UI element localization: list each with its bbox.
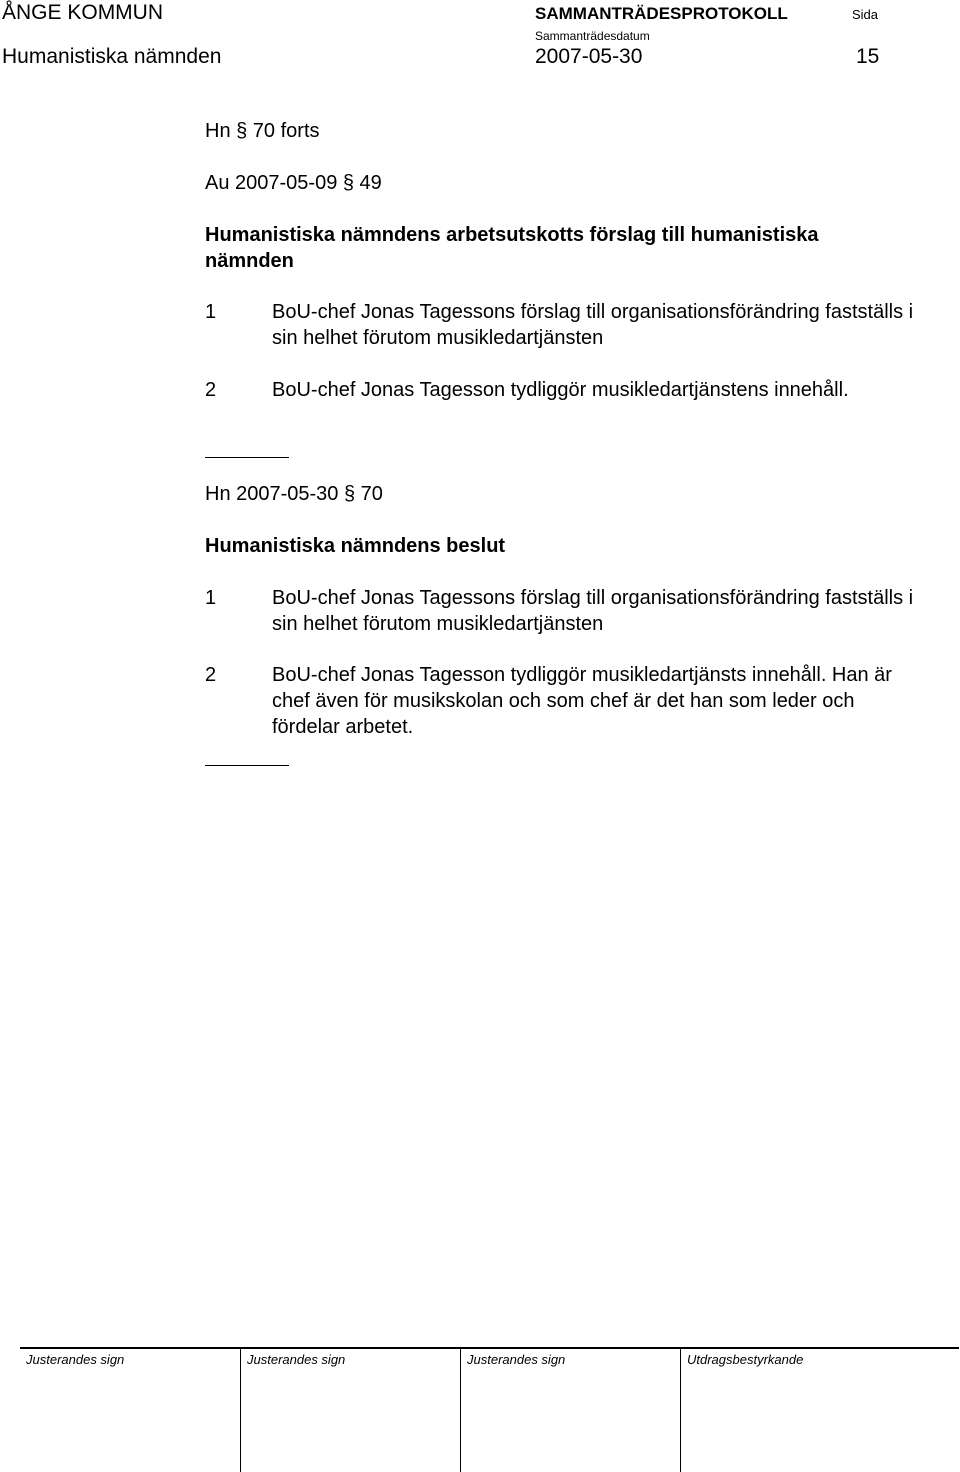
- divider: [205, 457, 289, 458]
- committee-name: Humanistiska nämnden: [2, 45, 222, 68]
- list-item: [205, 299, 925, 351]
- item-text: BoU-chef Jonas Tagesson tydliggör musikledartjänsts innehåll. Han är chef även för musikskolan och som chef är det han som leder och fördelar arbetet.: [272, 664, 892, 738]
- item-text: BoU-chef Jonas Tagessons förslag till organisationsförändring fastställs i sin helhet förutom musikledartjänsten: [272, 301, 914, 349]
- item-text: BoU-chef Jonas Tagesson tydliggör musikledartjänstens innehåll.: [272, 379, 849, 401]
- list-item: [205, 585, 925, 637]
- certification-box[interactable]: [681, 1349, 959, 1472]
- item-text: BoU-chef Jonas Tagessons förslag till organisationsförändring fastställs i sin helhet förutom musikledartjänsten: [272, 587, 914, 635]
- page-number: 15: [856, 45, 880, 68]
- proposal-heading: Humanistiska nämndens arbetsutskotts förslag till humanistiska nämnden: [205, 224, 819, 272]
- item-number: 2: [205, 664, 217, 686]
- decision-heading: Humanistiska nämndens beslut: [205, 535, 506, 557]
- au-ref: Au 2007-05-09 § 49: [205, 172, 382, 194]
- certification-label: Utdragsbestyrkande: [687, 1352, 804, 1367]
- item-number: 1: [205, 301, 217, 323]
- meeting-date: 2007-05-30: [535, 45, 643, 68]
- signature-box[interactable]: [461, 1349, 681, 1472]
- doc-type: SAMMANTRÄDESPROTOKOLL: [535, 4, 788, 23]
- item-number: 2: [205, 379, 217, 401]
- page-label: Sida: [852, 7, 879, 22]
- signature-label: Justerandes sign: [247, 1352, 346, 1367]
- list-item: [205, 377, 925, 429]
- item-number: 1: [205, 587, 217, 609]
- section-ref: Hn § 70 forts: [205, 120, 320, 142]
- signature-box[interactable]: [20, 1349, 241, 1472]
- org-name: ÅNGE KOMMUN: [2, 1, 164, 24]
- list-item: [205, 662, 925, 740]
- signature-label: Justerandes sign: [26, 1352, 125, 1367]
- signature-box[interactable]: [241, 1349, 461, 1472]
- date-label: Sammanträdesdatum: [535, 29, 650, 43]
- signature-footer: [20, 1347, 959, 1472]
- decision-ref: Hn 2007-05-30 § 70: [205, 483, 383, 505]
- signature-label: Justerandes sign: [467, 1352, 566, 1367]
- divider: [205, 765, 289, 766]
